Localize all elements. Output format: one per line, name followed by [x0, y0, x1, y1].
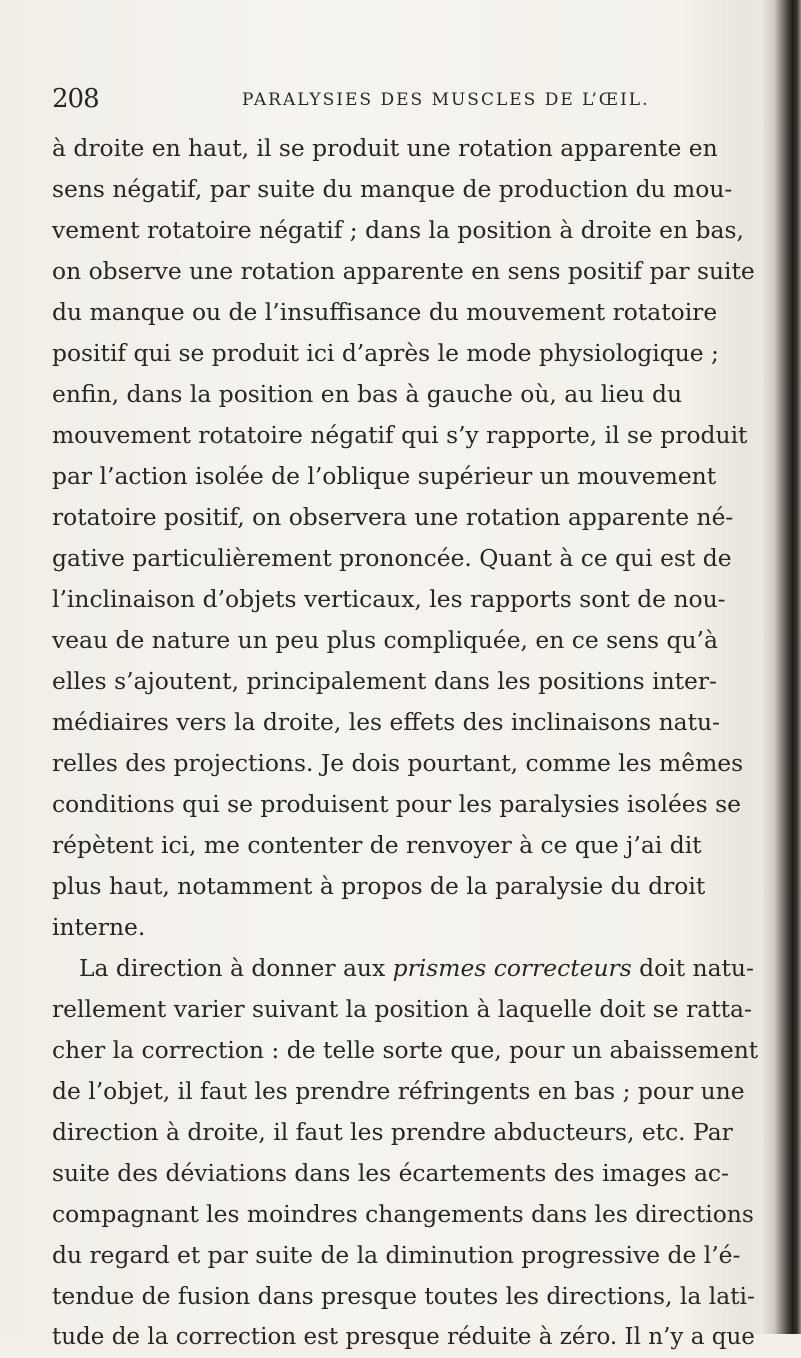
text-line: on observe une rotation apparente en sens positif par suite — [52, 257, 755, 285]
running-head: PARALYSIES DES MUSCLES DE L’ŒIL. — [242, 90, 650, 110]
text-line: relles des projections. Je dois pourtant, comme les mêmes — [52, 749, 744, 777]
text-line: rotatoire positif, on observera une rotation apparente né- — [52, 503, 734, 531]
paragraph-first-line — [52, 948, 758, 989]
text-line: plus haut, notamment à propos de la paralysie du droit — [52, 872, 706, 900]
text-line: gative particulièrement prononcée. Quant à ce qui est de — [52, 544, 732, 572]
text-line: rellement varier suivant la position à laquelle doit se ratta- — [52, 995, 752, 1023]
text-line: interne. — [52, 913, 146, 941]
text-line: de l’objet, il faut les prendre réfringents en bas ; pour une — [52, 1077, 745, 1105]
text-run: La direction à donner aux — [79, 954, 393, 982]
page-number: 208 — [52, 84, 99, 114]
body-text — [52, 128, 758, 1358]
text-line: mouvement rotatoire négatif qui s’y rapporte, il se produit — [52, 421, 748, 449]
text-line: compagnant les moindres changements dans les directions — [52, 1200, 754, 1228]
text-line: sens négatif, par suite du manque de production du mou- — [52, 175, 733, 203]
page-header — [44, 84, 744, 118]
text-line: suite des déviations dans les écartements des images ac- — [52, 1159, 729, 1187]
book-spine-shadow — [763, 0, 801, 1334]
text-line: l’inclinaison d’objets verticaux, les rapports sont de nou- — [52, 585, 726, 613]
text-line: enfin, dans la position en bas à gauche où, au lieu du — [52, 380, 683, 408]
text-line: cher la correction : de telle sorte que, pour un abaissement — [52, 1036, 759, 1064]
text-line: du manque ou de l’insuffisance du mouvement rotatoire — [52, 298, 718, 326]
text-line: elles s’ajoutent, principalement dans les positions inter- — [52, 667, 717, 695]
text-line: tude de la correction est presque réduite à zéro. Il n’y a que — [52, 1324, 755, 1350]
text-line: conditions qui se produisent pour les paralysies isolées se — [52, 790, 741, 818]
text-line: positif qui se produit ici d’après le mode physiologique ; — [52, 339, 719, 367]
text-line: vement rotatoire négatif ; dans la position à droite en bas, — [52, 216, 744, 244]
text-line: par l’action isolée de l’oblique supérieur un mouvement — [52, 462, 717, 490]
text-line: du regard et par suite de la diminution progressive de l’é- — [52, 1241, 741, 1269]
text-line: répètent ici, me contenter de renvoyer à ce que j’ai dit — [52, 831, 702, 859]
text-line: veau de nature un peu plus compliquée, en ce sens qu’à — [52, 626, 718, 654]
text-line: direction à droite, il faut les prendre abducteurs, etc. Par — [52, 1118, 733, 1146]
text-line: médiaires vers la droite, les effets des inclinaisons natu- — [52, 708, 720, 736]
text-line: tendue de fusion dans presque toutes les directions, la lati- — [52, 1282, 755, 1310]
text-line: à droite en haut, il se produit une rotation apparente en — [52, 134, 718, 162]
text-run: doit natu- — [631, 954, 754, 982]
italic-term: prismes correcteurs — [392, 954, 632, 982]
